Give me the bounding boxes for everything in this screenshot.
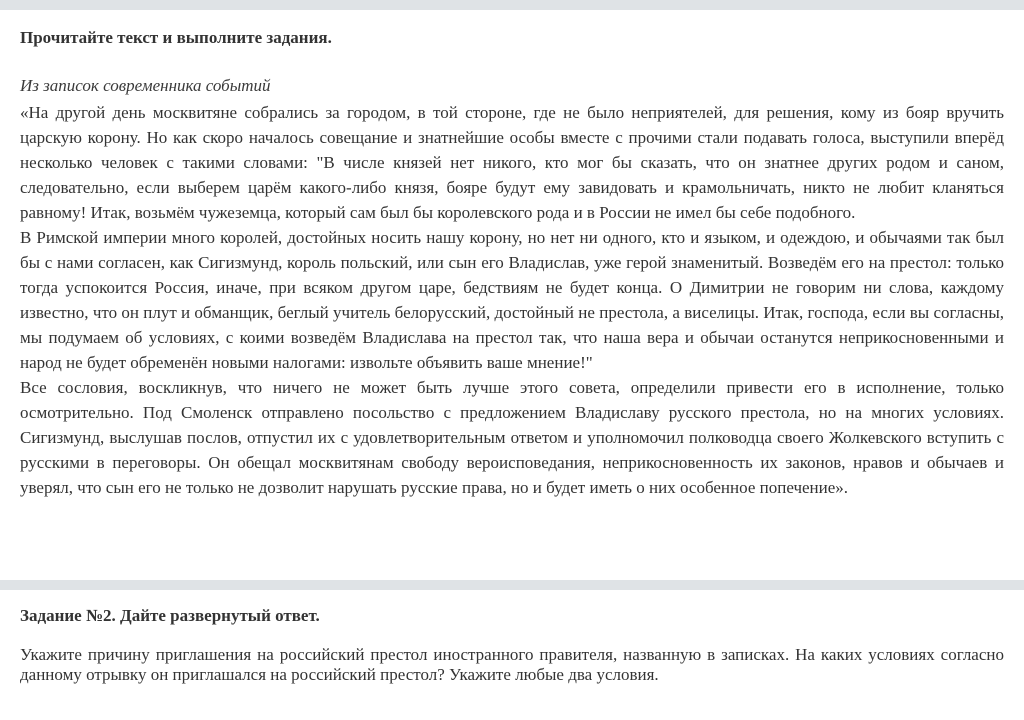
- text-paragraph: «На другой день москвитяне собрались за городом, в той стороне, где не было неприятелей, для решения, кому из бояр вручить царскую корону. Но как скоро началось совещание и знатнейшие особы вместе с прочими стали подавать голоса, выступили вперёд несколько человек с такими словами: "В числе князей нет никого, кто мог бы сказать, что он знатнее других родом и саном, следовательно, если выберем царём какого-либо князя, бояре будут ему завидовать и крамольничать, никто не любит кланяться равному! Итак, возьмём чужеземца, который сам был бы королевского рода и в России не имел бы себе подобного.: [20, 103, 1004, 222]
- text-paragraph: Все сословия, воскликнув, что ничего не может быть лучше этого совета, определили привести его в исполнение, только осмотрительно. Под Смоленск отправлено посольство с предложением Владиславу русского престола, но на многих условиях. Сигизмунд, выслушав послов, отпустил их с удовлетворительным ответом и уполномочил полководца своего Жолкевского вступить с русскими в переговоры. Он обещал москвитянам свободу вероисповедания, неприкосновенность их законов, нравов и обычаев и уверял, что сын его не только не дозволит нарушать русские права, но и будет иметь о них особенное попечение».: [20, 378, 1004, 497]
- reading-card: [0, 10, 1024, 580]
- section-separator: [0, 580, 1024, 590]
- task-question: Укажите причину приглашения на российский престол иностранного правителя, названную в записках. На каких условиях согласно данному отрывку он приглашался на российский престол? Укажите любые два условия.: [20, 645, 1004, 684]
- task-heading: Задание №2. Дайте развернутый ответ.: [20, 606, 320, 625]
- source-caption: Из записок современника событий: [20, 76, 271, 95]
- instruction-heading: Прочитайте текст и выполните задания.: [20, 28, 332, 47]
- top-separator: [0, 0, 1024, 10]
- text-paragraph: В Римской империи много королей, достойных носить нашу корону, но нет ни одного, кто и языком, и одеждою, и обычаями так был бы с нами согласен, как Сигизмунд, король польский, или сын его Владислав, уже герой знаменитый. Возведём его на престол: только тогда успокоится Россия, иначе, при всяком другом царе, бедствиям не будет конца. О Димитрии не говорим ни слова, каждому известно, что он плут и обманщик, беглый учитель белорусский, достойный не престола, а виселицы. Итак, господа, если вы согласны, мы подумаем об условиях, с коими возведём Владислава на престол так, что наша вера и обычаи останутся неприкосновенными и народ не будет обременён новыми налогами: извольте объявить ваше мнение!": [20, 228, 1004, 372]
- task-card: [0, 590, 1024, 720]
